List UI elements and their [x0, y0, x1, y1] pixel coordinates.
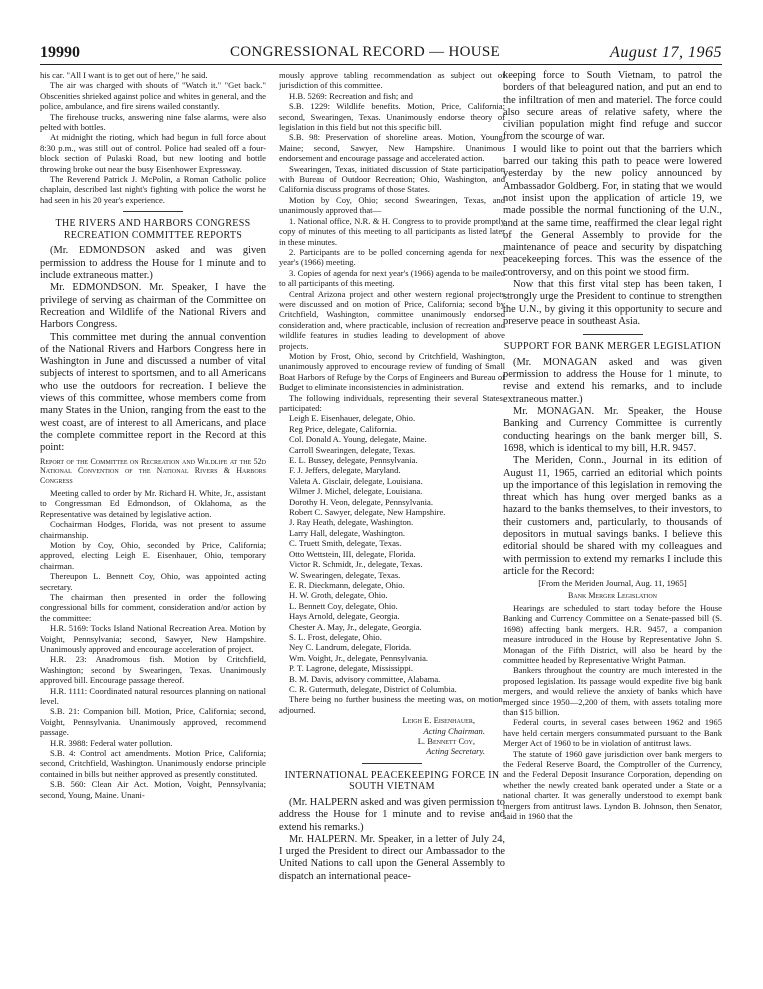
paragraph: The following individuals, representing their several States, participated: [279, 392, 505, 413]
participant-entry: P. T. Lagrone, delegate, Mississippi. [289, 663, 414, 674]
paragraph: Hearings are scheduled to start today before the House Banking and Currency Committee on a Senate-passed bill (S. 1698) affecting bank mergers. H.R. 9457, a companion measure introduced in the House by Representative John S. Monagan of the Fifth District, will also be heard by the committee headed by Representative Wright Patman. [503, 602, 722, 666]
paragraph: 3. Copies of agenda for next year's (1966) agenda to be mailed to all participants of this meeting. [279, 267, 505, 289]
column-3 [503, 70, 722, 982]
article-subheading: Bank Merger Legislation [568, 590, 657, 600]
paragraph: Swearingen, Texas, initiated discussion of State participation with Bureau of Outdoor Recreation; Ohio, Washington, and California discuss programs of those States. [279, 163, 505, 195]
paragraph: Federal courts, in several cases between 1962 and 1965 have held certain mergers consummated pursuant to the Bank Merger Act of 1960 to be in violation of antitrust laws. [503, 717, 722, 749]
paragraph: H.R. 3988: Federal water pollution. [50, 737, 173, 748]
participant-list [279, 413, 505, 694]
participant-entry: Reg Price, delegate, California. [289, 423, 397, 434]
paragraph: S.B. 4: Control act amendments. Motion Price, California; second, Critchfield, Washington. Unanimously endorse principle contained in bills but neither approved as presently constituted. [40, 748, 266, 779]
column-2 [279, 70, 505, 982]
participant-entry: S. L. Frost, delegate, Ohio. [289, 631, 382, 642]
publication-title: CONGRESSIONAL RECORD — HOUSE [230, 44, 500, 60]
paragraph: keeping force to South Vietnam, to patrol the borders of that beleagured nation, and put an end to the infiltration of men and materiel. The force could also secure areas of relative safety, where the civilian population might find refuge and succor from the scourge of war. [503, 70, 722, 143]
paragraph: (Mr. MONAGAN asked and was given permission to address the House for 1 minute, to revise and extend his remarks, and to include extraneous matter.) [503, 356, 722, 405]
participant-entry: Hays Arnold, delegate, Georgia. [289, 611, 400, 622]
paragraph: Bankers throughout the country are much interested in the proposed legislation. Its passage would expedite five big bank mergers, and would relieve the anxiety of banks which have merged since 1950—2,200 of them, with assets totaling more than $15 billion. [503, 665, 722, 718]
participant-entry: J. Ray Heath, delegate, Washington. [289, 517, 414, 528]
participant-entry: E. R. Dieckmann, delegate, Ohio. [289, 579, 405, 590]
report-subheading: Report of the Committee on Recreation and Wildlife at the 52d National Convention of the National Rivers & Harbors Congress [40, 456, 266, 486]
paragraph: 1. National office, N.R. & H. Congress to to provide promptly copy of minutes of this meeting to all participants as listed later in these minutes. [279, 215, 505, 247]
participant-entry: W. Swearingen, delegate, Texas. [289, 569, 401, 580]
paragraph: H.R. 1111: Coordinated natural resources planning on national level. [40, 685, 266, 707]
section-divider [362, 763, 422, 764]
section-heading: SUPPORT FOR BANK MERGER LEGISLATION [503, 341, 722, 353]
paragraph: Mr. MONAGAN. Mr. Speaker, the House Banking and Currency Committee is currently conducting hearings on the bank merger bill, S. 1698, which is identical to my bill, H.R. 9457. [503, 406, 722, 454]
paragraph: (Mr. HALPERN asked and was given permission to address the House for 1 minute and to revise and extend his remarks.) [279, 797, 505, 833]
signature-name: Leigh E. Eisenhauer, [402, 715, 475, 726]
paragraph: (Mr. EDMONDSON asked and was given permission to address the House for 1 minute and to include extraneous matter.) [40, 245, 266, 282]
paragraph: Mr. EDMONDSON. Mr. Speaker, I have the privilege of serving as chairman of the Committee on Recreation and Wildlife of the National Rivers and Harbors Congress. [40, 282, 266, 331]
participant-entry: F. J. Jeffers, delegate, Maryland. [289, 465, 401, 476]
paragraph: S.B. 98: Preservation of shoreline areas. Motion, Young, Maine; second, Sawyer, New Hampshire. Unanimous endorsement and encourage passage and accelerated action. [279, 132, 505, 164]
paragraph: The chairman then presented in order the following congressional bills for comment, consideration and/or action by the committee: [40, 591, 266, 623]
paragraph: The firehouse trucks, answering nine false alarms, were also pelted with bottles. [40, 111, 266, 133]
paragraph: At midnight the rioting, which had begun in full force about 8:30 p.m., was still out of control. Police had sealed off a four-block section of Pulaski Road, but new looting and bottle throwing broke out near the busy Eisenhower Expressway. [40, 132, 266, 174]
signature-name: L. Bennett Coy, [417, 736, 475, 746]
paragraph: his car. "All I want is to get out of here," he said. [40, 70, 208, 80]
section-heading: THE RIVERS AND HARBORS CONGRESS RECREATION COMMITTEE REPORTS [55, 218, 251, 241]
signature-title: Acting Chairman. [423, 725, 485, 736]
paragraph: 2. Participants are to be polled concerning agenda for next year's (1966) meeting. [279, 246, 505, 268]
participant-entry: Larry Hall, delegate, Washington. [289, 527, 406, 538]
participant-entry: Wm. Voight, Jr., delegate, Pennsylvania. [289, 652, 429, 663]
participant-entry: Valeta A. Gisclair, delegate, Louisiana. [289, 475, 423, 486]
issue-date: August 17, 1965 [610, 44, 722, 61]
column-1 [40, 70, 266, 982]
section-divider [583, 334, 643, 335]
participant-entry: Ney C. Landrum, delegate, Florida. [289, 642, 412, 653]
participant-entry: Otto Wettstein, III, delegate, Florida. [289, 548, 416, 559]
participant-entry: C. R. Gutermuth, delegate, District of Columbia. [289, 683, 457, 694]
paragraph: Thereupon L. Bennett Coy, Ohio, was appointed acting secretary. [40, 571, 266, 592]
section-divider [123, 211, 183, 212]
paragraph: The statute of 1960 gave jurisdiction over bank mergers to the Federal Reserve Board, the Comptroller of the Currency, and the Federal Deposit Insurance Corporation, depending on whether the newly created bank operated under a State or a national charter. It was generally understood to exempt bank mergers from antitrust laws. Lyndon B. Johnson, then Senator, said in 1960 that the [503, 748, 722, 822]
participant-entry: Robert C. Sawyer, delegate, New Hampshire. [289, 507, 446, 518]
page-number: 19990 [40, 44, 80, 61]
paragraph: H.R. 5169: Tocks Island National Recreation Area. Motion by Voight, Pennsylvania; second, Sawyer, New Hampshire. Unanimously approved and encourage acceleration of project. [40, 623, 266, 654]
participant-entry: Dorothy H. Veon, delegate, Pennsylvania. [289, 496, 433, 507]
paragraph: mously approve tabling recommendation as subject out of jurisdiction of this committee. [279, 70, 505, 91]
participant-entry: Carroll Swearingen, delegate, Texas. [289, 444, 416, 455]
paragraph: I would like to point out that the barriers which barred our taking this path to peace were lowered yesterday by the new policy announced by Ambassador Goldberg. For, in stating that we would not insist upon the application of article 19, we made possible the normal functioning of the U.N., and at the same time, reaffirmed the clear legal right of the General Assembly to provide for the maintenance of peace and security by dispatching peacekeeping forces. This was the essence of the controversy, and on this point we stood firm. [503, 143, 722, 278]
paragraph: Motion by Coy, Ohio; second Swearingen, Texas, and unanimously approved that— [279, 194, 505, 216]
participant-entry: E. L. Bussey, delegate, Pennsylvania. [289, 455, 418, 466]
paragraph: Now that this first vital step has been taken, I strongly urge the President to continue to strengthen the U.N., by giving it this opportunity to secure and preserve peace in southeast Asia. [503, 279, 722, 327]
paragraph: H.B. 5269: Recreation and fish; and [289, 90, 413, 101]
participant-entry: Leigh E. Eisenhauer, delegate, Ohio. [289, 413, 416, 424]
paragraph: Mr. HALPERN. Mr. Speaker, in a letter of July 24, I urged the President to direct our Ambassador to the United Nations to call upon the General Assembly to dispatch an international peace- [279, 833, 505, 882]
paragraph: Cochairman Hodges, Florida, was not present to assume chairmanship. [40, 519, 266, 540]
paragraph: Meeting called to order by Mr. Richard H. White, Jr., assistant to Congressman Ed Edmondson, of Oklahoma, as the Representative was detained by legislative action. [40, 487, 266, 519]
source-note: [From the Meriden Journal, Aug. 11, 1965] [538, 578, 687, 589]
participant-entry: L. Bennett Coy, delegate, Ohio. [289, 600, 398, 611]
page-header [40, 44, 722, 65]
participant-entry: H. W. Groth, delegate, Ohio. [289, 590, 388, 601]
paragraph: The air was charged with shouts of "Watch it." "Get back." Obscenities shrieked against police and whites in general, and the police, ambulance, and fire sirens wailed constantly. [40, 80, 266, 112]
participant-entry: Col. Donald A. Young, delegate, Maine. [289, 434, 427, 445]
participant-entry: C. Truett Smith, delegate, Texas. [289, 538, 402, 549]
paragraph: S.B. 21: Companion bill. Motion, Price, California; second, Voight, Pennsylvania. Unanimously approved, recommend passage. [40, 706, 266, 738]
paragraph: S.B. 1229: Wildlife benefits. Motion, Price, California; second, Swearingen, Texas. Unanimously endorse theory of legislation in this field but not this specific bill. [279, 101, 505, 133]
paragraph: H.R. 23: Anadromous fish. Motion by Critchfield, Washington; second by Swearingen, Texas. Unanimously approved bill. Encourage passage thereof. [40, 654, 266, 686]
participant-entry: Victor R. Schmidt, Jr., delegate, Texas. [289, 559, 423, 570]
section-heading: INTERNATIONAL PEACEKEEPING FORCE IN SOUTH VIETNAM [284, 769, 500, 793]
paragraph: S.B. 560: Clean Air Act. Motion, Voight, Pennsylvania; second, Young, Maine. Unani- [40, 779, 266, 800]
paragraph: Central Arizona project and other western regional projects were discussed and on motion of Price, California; second by Critchfield, Washington, committee unanimously endorsed consideration and, where practicable, inclusion of recreation and wildlife features in studies leading to development of above projects. [279, 288, 505, 351]
signature-title: Acting Secretary. [426, 746, 485, 757]
paragraph: There being no further business the meeting was, on motion, adjourned. [279, 694, 505, 715]
participant-entry: B. M. Davis, advisory committee, Alabama. [289, 673, 441, 684]
paragraph: Motion by Frost, Ohio, second by Critchfield, Washington, unanimously approved to encourage review of funding of Small Boat Harbors of Refuge by the Corps of Engineers and Bureau of Budget to eliminate inconsistencies in administration. [279, 350, 505, 393]
participant-entry: Wilmer J. Michel, delegate, Louisiana. [289, 486, 423, 497]
paragraph: The Reverend Patrick J. McPolin, a Roman Catholic police chaplain, described last night's fighting with police the worst he had seen in his 20 year's experience. [40, 174, 266, 205]
paragraph: This committee met during the annual convention of the National Rivers and Harbors Congress here in Washington in June and discussed a number of vital subjects of interest to sportsmen, and to all Americans who use the outdoors for recreation. I believe the views of this committee, whose members come from many States in the Union, ranging from the east to the west coast, are of interest to all Americans, and place the complete committee report in the Record at this point: [40, 331, 266, 454]
paragraph: Motion by Coy, Ohio, seconded by Price, California; approved, electing Leigh E. Eisenhauer, Ohio, temporary chairman. [40, 539, 266, 571]
participant-entry: Chester A. May, Jr., delegate, Georgia. [289, 621, 422, 632]
paragraph: The Meriden, Conn., Journal in its edition of August 11, 1965, carried an editorial which points up the importance of this legislation in removing the threat which has hung over merged banks as a hazard to the banks themselves, to their investors, to their customers and, particularly, to thousands of depositors in mutual savings banks. I believe this editorial should be shared with my colleagues and with permission to extend my remarks I include this article for the Record: [503, 455, 722, 577]
